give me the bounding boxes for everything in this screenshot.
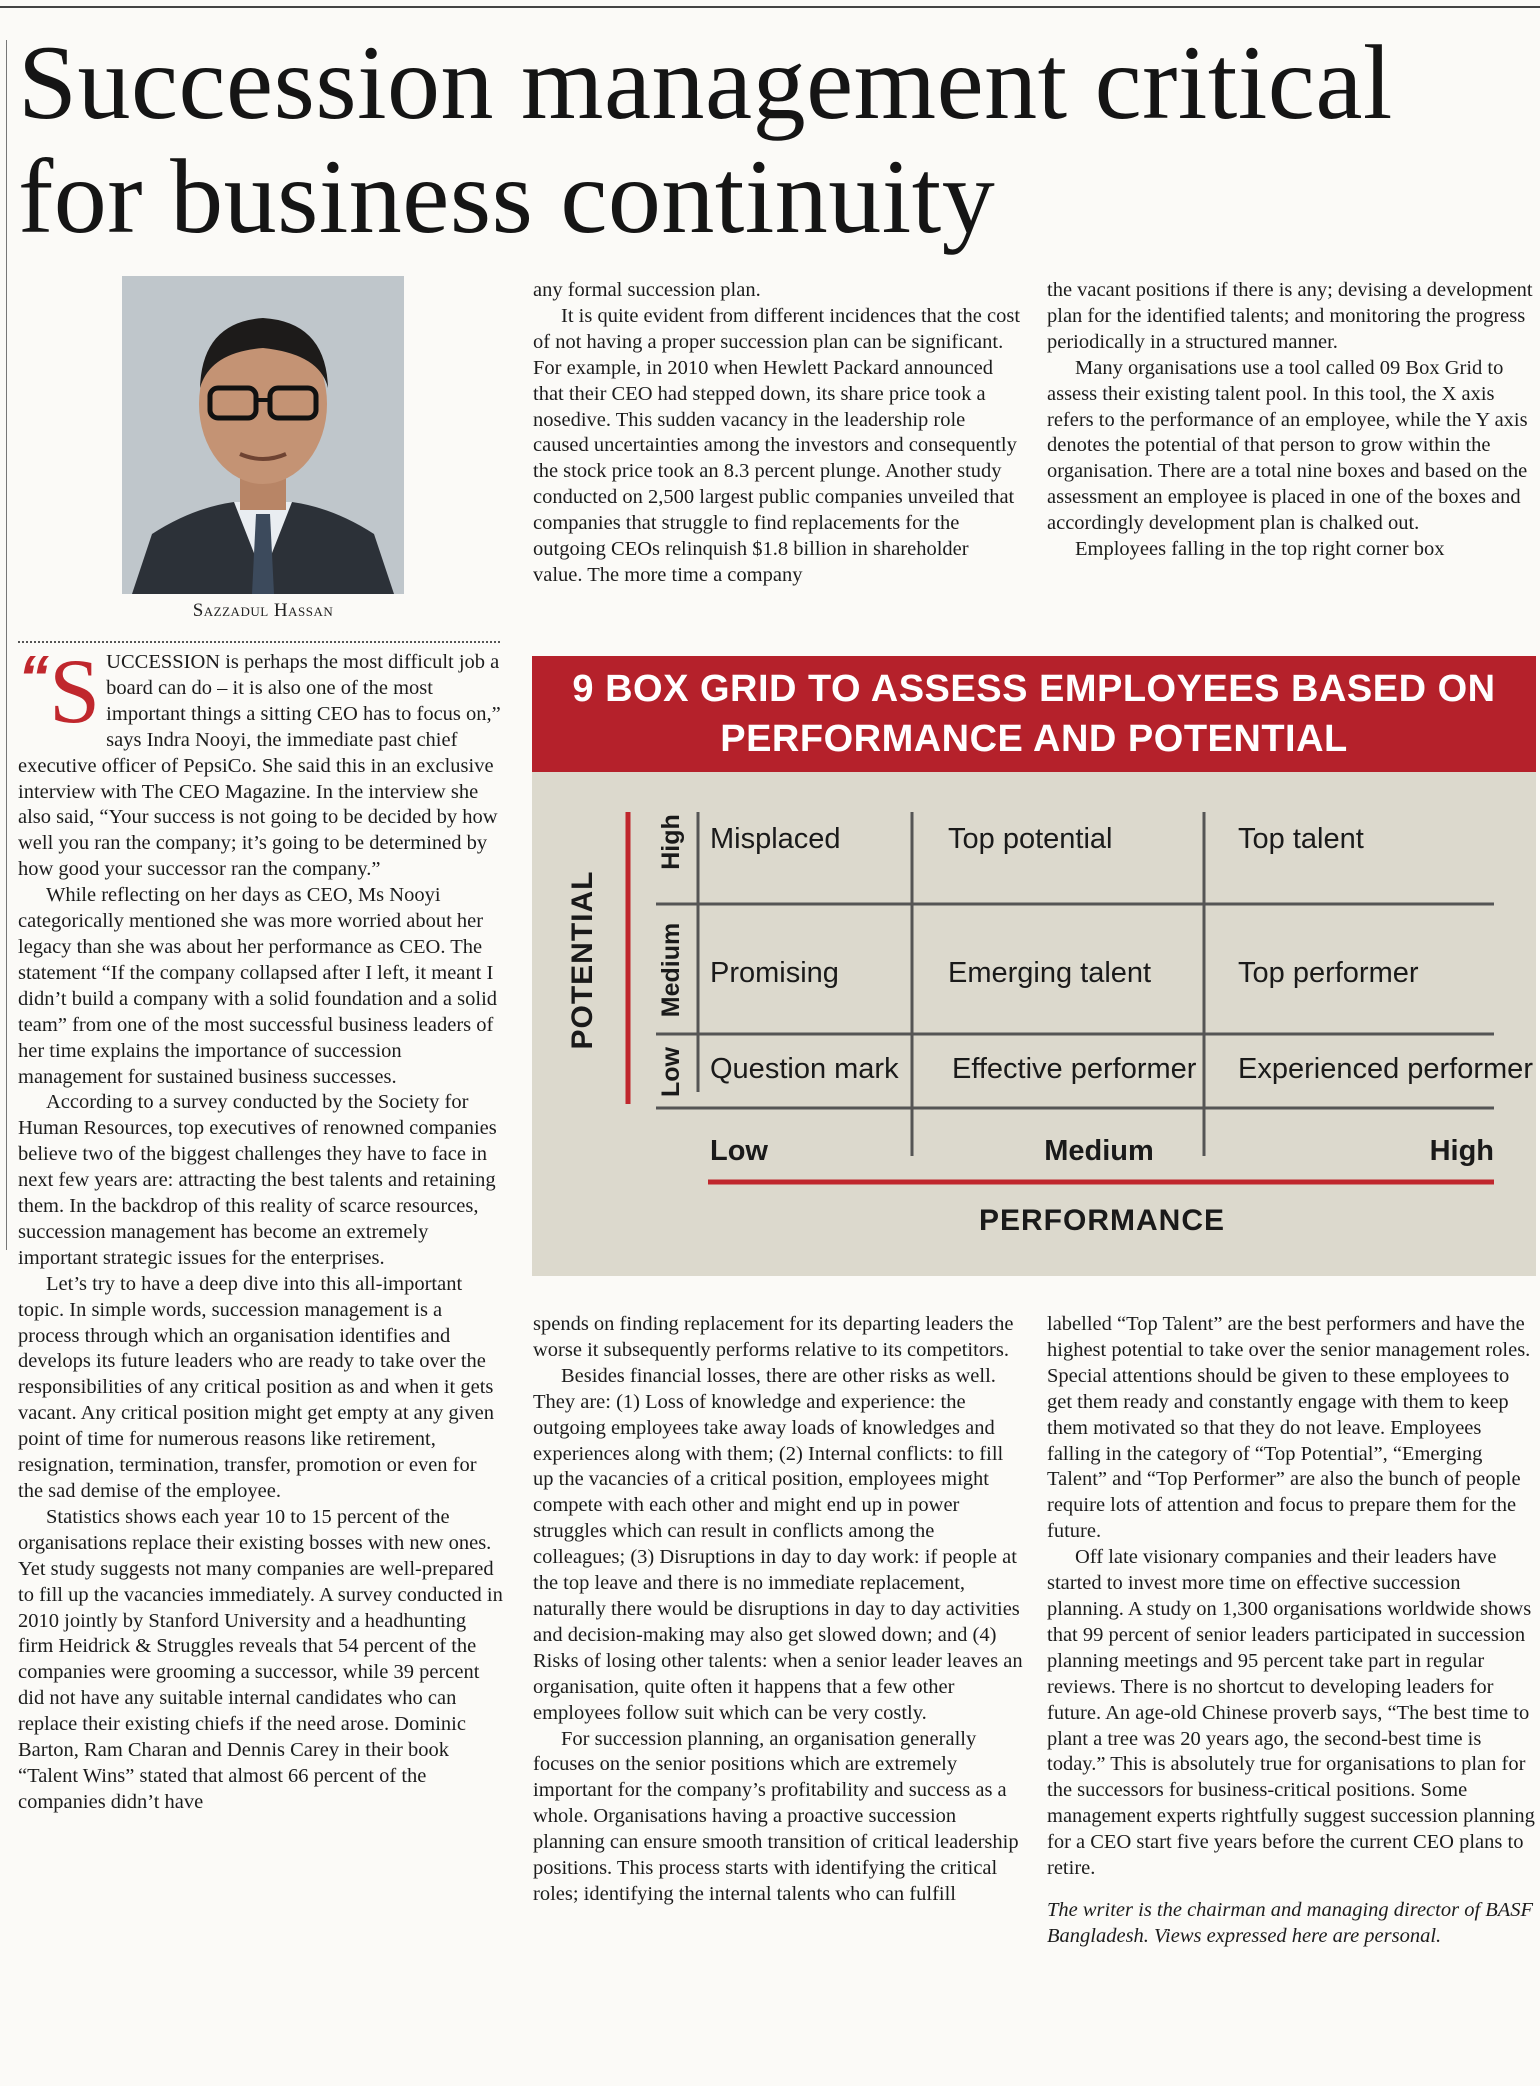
headline <box>18 26 1528 254</box>
column-2-bottom <box>533 1312 1023 1908</box>
column-2-top <box>533 278 1023 589</box>
headline-line-1: Succession management critical <box>18 24 1393 141</box>
column-3-top-paragraph-1: the vacant positions if there is any; devising a development plan for the identified talents; and monitoring the progress periodically in a structured manner. <box>1047 279 1533 353</box>
graphic-title-line-1: 9 BOX GRID TO ASSESS EMPLOYEES BASED ON <box>572 668 1496 710</box>
graphic-title-line-2: PERFORMANCE AND POTENTIAL <box>720 718 1348 760</box>
cell-effective-performer: Effective performer <box>952 1053 1197 1085</box>
cell-promising: Promising <box>710 957 839 989</box>
cell-misplaced: Misplaced <box>710 823 841 855</box>
column-1-paragraph-1-text: UCCESSION is perhaps the most difficult job a board can do – it is also one of the most important things a sitting CEO has to focus on,” says Indra Nooyi, the immediate past chief executive officer of PepsiCo. She said this in an exclusive interview with The CEO Magazine. In the interview she also said, “Your success is not going to be decided by how well you ran the company; it’s going to be determined by how good your successor ran the company.” <box>18 651 501 881</box>
column-3-top-paragraph-2: Many organisations use a tool called 09 Box Grid to assess their existing talent pool. In this tool, the X axis refers to the performance of an employee, while the Y axis denotes the potential of that person to grow within the organisation. There are a total nine boxes and based on the assessment an employee is placed in one of the boxes and accordingly development plan is chalked out. <box>1047 356 1528 535</box>
column-3-top-paragraph-3: Employees falling in the top right corner box <box>1075 538 1445 561</box>
x-level-low: Low <box>710 1135 768 1167</box>
y-axis-title: POTENTIAL <box>566 870 599 1050</box>
writer-note: The writer is the chairman and managing director of BASF Bangladesh. Views expressed here are personal. <box>1047 1898 1534 1947</box>
author-byline: Sazzadul Hassan <box>192 600 334 621</box>
column-1-paragraph-4: Let’s try to have a deep dive into this all-important topic. In simple words, succession management is a process through which an organisation identifies and develops its future leaders who are ready to take over the responsibilities of any critical position as and when it gets vacant. Any critical position might get empty at any given point of time for numerous reasons like retirement, resignation, termination, transfer, promotion or even for the sad demise of the employee. <box>18 1272 494 1502</box>
x-level-medium: Medium <box>1044 1135 1154 1167</box>
column-3-bottom-paragraph-1: labelled “Top Talent” are the best performers and have the highest potential to take over the senior management roles. Special attentions should be given to these employees to get them ready and constantly engage with them to keep them motivated so that they do not leave. Employees falling in the category of “Top Potential”, “Emerging Talent” and “Top Performer” are also the bunch of people require lots of attention and focus to prepare them for the future. <box>1047 1313 1531 1543</box>
cell-question-mark: Question mark <box>710 1053 899 1085</box>
x-level-high: High <box>1429 1135 1494 1167</box>
y-level-high: High <box>657 814 685 870</box>
column-1 <box>18 640 504 1816</box>
headline-line-2: for business continuity <box>18 138 996 255</box>
column-3-top <box>1047 278 1537 563</box>
nine-box-grid <box>532 772 1536 1276</box>
column-3-bottom <box>1047 1312 1537 1950</box>
cell-top-performer: Top performer <box>1238 957 1419 989</box>
graphic-title <box>532 656 1536 772</box>
top-rule <box>0 6 1540 8</box>
column-1-paragraph-2: While reflecting on her days as CEO, Ms Nooyi categorically mentioned she was more worried about her legacy than she was about her performance as CEO. The statement “If the company collapsed after I left, it meant I didn’t build a company with a solid foundation and a solid team” from one of the most successful business leaders of her time explains the importance of succession management for sustained business successes. <box>18 884 498 1088</box>
left-rule <box>6 40 7 1250</box>
column-2-top-paragraph-1: any formal succession plan. <box>533 279 761 301</box>
column-3-bottom-paragraph-2: Off late visionary companies and their leaders have started to invest more time on effective succession planning. A study on 1,300 organisations worldwide shows that 99 percent of senior leaders participated in succession planning meetings and 95 percent take part in regular reviews. There is no shortcut to developing leaders for future. An age-old Chinese proverb says, “The best time to plant a tree was 20 years ago, the second-best time is today.” This is absolutely true for organisations to plan for the successors for business-critical positions. Some management experts rightfully suggest succession planning for a CEO start five years before the current CEO plans to retire. <box>1047 1546 1535 1880</box>
y-level-medium: Medium <box>657 922 685 1018</box>
column-1-paragraph-3: According to a survey conducted by the Society for Human Resources, top executives of renowned companies believe two of the biggest challenges they have to face in next few years are: attracting the best talents and retaining them. In the backdrop of this reality of scarce resources, succession management has become an extremely important strategic issues for the enterprises. <box>18 1091 497 1269</box>
column-2-top-paragraph-2: It is quite evident from different incidences that the cost of not having a proper succession plan can be significant. For example, in 2010 when Hewlett Packard announced that their CEO had stepped down, its share price took a nosedive. This sudden vacancy in the leadership role caused uncertainties among the investors and consequently the stock price took an 8.3 percent plunge. Another study conducted on 2,500 largest public companies unveiled that companies that struggle to find replacements for the outgoing CEOs relinquish $1.8 billion in shareholder value. The more time a company <box>533 304 1021 586</box>
cell-top-talent: Top talent <box>1238 823 1364 855</box>
cell-experienced-performer: Experienced performer <box>1238 1053 1533 1085</box>
column-1-paragraph-1 <box>18 640 504 883</box>
nine-box-grid-graphic <box>532 656 1536 1276</box>
column-2-bottom-paragraph-1: spends on finding replacement for its departing leaders the worse it subsequently performs relative to its competitors. <box>533 1313 1014 1361</box>
cell-emerging-talent: Emerging talent <box>948 957 1152 989</box>
column-2-bottom-paragraph-3: For succession planning, an organisation generally focuses on the senior positions which are extremely important for the company’s profitability and success as a whole. Organisations having a proactive succession planning can ensure smooth transition of critical leadership positions. This process starts with identifying the critical roles; identifying the internal talents who can fulfill <box>533 1727 1019 1905</box>
y-level-low: Low <box>657 1047 685 1097</box>
x-axis-title: PERFORMANCE <box>978 1204 1226 1237</box>
author-photo <box>122 276 404 594</box>
opening-quote-mark: “ <box>18 644 49 713</box>
graphic-body <box>532 772 1536 1276</box>
column-1-paragraph-5: Statistics shows each year 10 to 15 percent of the organisations replace their existing bosses with new ones. Yet study suggests not many companies are well-prepared to fill up the vacancies immediately. A survey conducted in 2010 jointly by Stanford University and a headhunting firm Heidrick & Struggles reveals that 54 percent of the companies were grooming a successor, while 39 percent did not have any suitable internal candidates who can replace their existing chiefs if the need arose. Dominic Barton, Ram Charan and Dennis Carey in their book “Talent Wins” stated that almost 66 percent of the companies didn’t have <box>18 1505 503 1813</box>
cell-top-potential: Top potential <box>948 823 1113 855</box>
drop-cap: S <box>49 640 101 742</box>
column-2-bottom-paragraph-2: Besides financial losses, there are other risks as well. They are: (1) Loss of knowledge and experience: the outgoing employees take away loads of knowledges and experiences along with them; (2) Internal conflicts: to fill up the vacancies of a critical position, employees might compete with each other and might end up in power struggles which can result in conflicts among the colleagues; (3) Disruptions in day to day work: if people at the top leave and there is no immediate replacement, naturally there would be disruptions in day to day activities and decision-making may also get slowed down; and (4) Risks of losing other talents: when a senior leader leaves an organisation, quite often it happens that a few other employees follow suit which can be very costly. <box>533 1364 1023 1724</box>
